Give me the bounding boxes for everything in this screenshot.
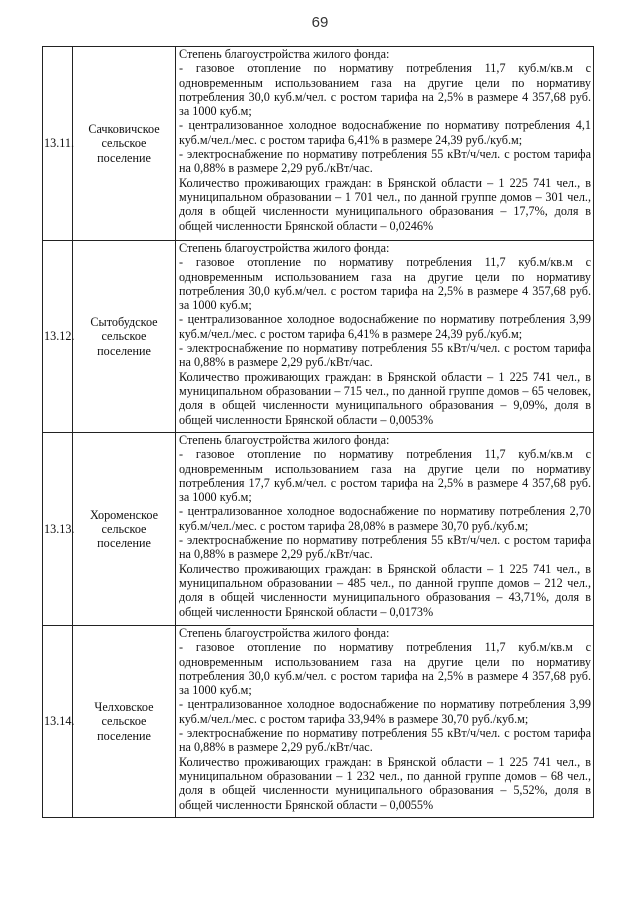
settlement-name-line: поселение	[97, 150, 151, 165]
paragraph: Количество проживающих граждан: в Брянской области – 1 225 741 чел., в муниципальном образовании – 715 чел., по данной группе домов – 65 человек, доля в общей численности муниципального образования – 9,09%, доля в общей численности Брянской области – 0,0053%	[179, 369, 591, 427]
settlement-name-line: Сачковичское	[88, 122, 160, 137]
row-number: 13.11.	[43, 47, 73, 241]
table-row	[43, 47, 594, 241]
row-number: 13.14.	[43, 626, 73, 818]
paragraph: Степень благоустройства жилого фонда:	[179, 47, 390, 61]
paragraph: Степень благоустройства жилого фонда:	[179, 626, 390, 640]
settlement-name	[73, 241, 176, 433]
paragraph: - централизованное холодное водоснабжение по нормативу потребления 4,1 куб.м/чел./мес. с ростом тарифа 6,41% в размере 24,39 руб./куб.м;	[179, 118, 591, 147]
settlement-name	[73, 433, 176, 626]
settlement-name-line: Сытобудское	[90, 315, 158, 330]
paragraph: - газовое отопление по нормативу потребления 11,7 куб.м/кв.м с одновременным использованием газа на другие цели по нормативу потребления 30,0 куб.м/чел. с ростом тарифа на 2,5% в размере 4 357,68 руб. за 1000 куб.м;	[179, 255, 591, 313]
settlement-name-line: Челховское	[94, 700, 154, 715]
settlement-name	[73, 626, 176, 818]
paragraph: - газовое отопление по нормативу потребления 11,7 куб.м/кв.м с одновременным использованием газа на другие цели по нормативу потребления 17,7 куб.м/чел. с ростом тарифа на 2,5% в размере 4 357,68 руб. за 1000 куб.м;	[179, 447, 591, 505]
settlement-name-line: сельское	[101, 521, 147, 536]
settlement-name-line: поселение	[97, 728, 151, 743]
settlement-description	[176, 433, 594, 626]
paragraph: - электроснабжение по нормативу потребления 55 кВт/ч/чел. с ростом тарифа на 0,88% в размере 2,29 руб./кВт/час.	[179, 533, 591, 562]
settlement-description	[176, 241, 594, 433]
table-row	[43, 626, 594, 818]
row-number: 13.12.	[43, 241, 73, 433]
settlement-description	[176, 626, 594, 818]
settlements-table	[42, 46, 594, 818]
settlement-name-line: сельское	[101, 136, 147, 151]
settlement-name	[73, 47, 176, 241]
paragraph: - газовое отопление по нормативу потребления 11,7 куб.м/кв.м с одновременным использованием газа на другие цели по нормативу потребления 30,0 куб.м/чел. с ростом тарифа на 2,5% в размере 4 357,68 руб. за 1000 куб.м;	[179, 61, 591, 119]
paragraph: - централизованное холодное водоснабжение по нормативу потребления 3,99 куб.м/чел./мес. с ростом тарифа 33,94% в размере 30,70 руб./куб.м;	[179, 697, 591, 726]
paragraph: Степень благоустройства жилого фонда:	[179, 241, 390, 255]
paragraph: Количество проживающих граждан: в Брянской области – 1 225 741 чел., в муниципальном образовании – 1 232 чел., по данной группе домов – 68 чел., доля в общей численности муниципального образования – 5,52%, доля в общей численности Брянской области – 0,0055%	[179, 754, 591, 812]
settlement-name-line: сельское	[101, 714, 147, 729]
table-row	[43, 433, 594, 626]
settlement-name-line: поселение	[97, 343, 151, 358]
row-number: 13.13.	[43, 433, 73, 626]
paragraph: - электроснабжение по нормативу потребления 55 кВт/ч/чел. с ростом тарифа на 0,88% в размере 2,29 руб./кВт/час.	[179, 341, 591, 370]
paragraph: Количество проживающих граждан: в Брянской области – 1 225 741 чел., в муниципальном образовании – 1 701 чел., по данной группе домов – 301 чел., доля в общей численности муниципального образования – 17,7%, доля в общей численности Брянской области – 0,0246%	[179, 175, 591, 233]
paragraph: Степень благоустройства жилого фонда:	[179, 433, 390, 447]
page-number: 69	[311, 14, 329, 31]
paragraph: - централизованное холодное водоснабжение по нормативу потребления 3,99 куб.м/чел./мес. с ростом тарифа 6,41% в размере 24,39 руб./куб.м;	[179, 312, 591, 341]
paragraph: Количество проживающих граждан: в Брянской области – 1 225 741 чел., в муниципальном образовании – 485 чел., по данной группе домов – 212 чел., доля в общей численности муниципального образования – 43,71%, доля в общей численности Брянской области – 0,0173%	[179, 561, 591, 619]
paragraph: - электроснабжение по нормативу потребления 55 кВт/ч/чел. с ростом тарифа на 0,88% в размере 2,29 руб./кВт/час.	[179, 147, 591, 176]
paragraph: - электроснабжение по нормативу потребления 55 кВт/ч/чел. с ростом тарифа на 0,88% в размере 2,29 руб./кВт/час.	[179, 726, 591, 755]
paragraph: - централизованное холодное водоснабжение по нормативу потребления 2,70 куб.м/чел./мес. с ростом тарифа 28,08% в размере 30,70 руб./куб.м;	[179, 504, 591, 533]
settlement-name-line: сельское	[101, 329, 147, 344]
settlement-description	[176, 47, 594, 241]
paragraph: - газовое отопление по нормативу потребления 11,7 куб.м/кв.м с одновременным использованием газа на другие цели по нормативу потребления 30,0 куб.м/чел. с ростом тарифа на 2,5% в размере 4 357,68 руб. за 1000 куб.м;	[179, 640, 591, 698]
table-row	[43, 241, 594, 433]
settlement-name-line: Хороменское	[89, 507, 159, 522]
settlement-name-line: поселение	[97, 536, 151, 551]
